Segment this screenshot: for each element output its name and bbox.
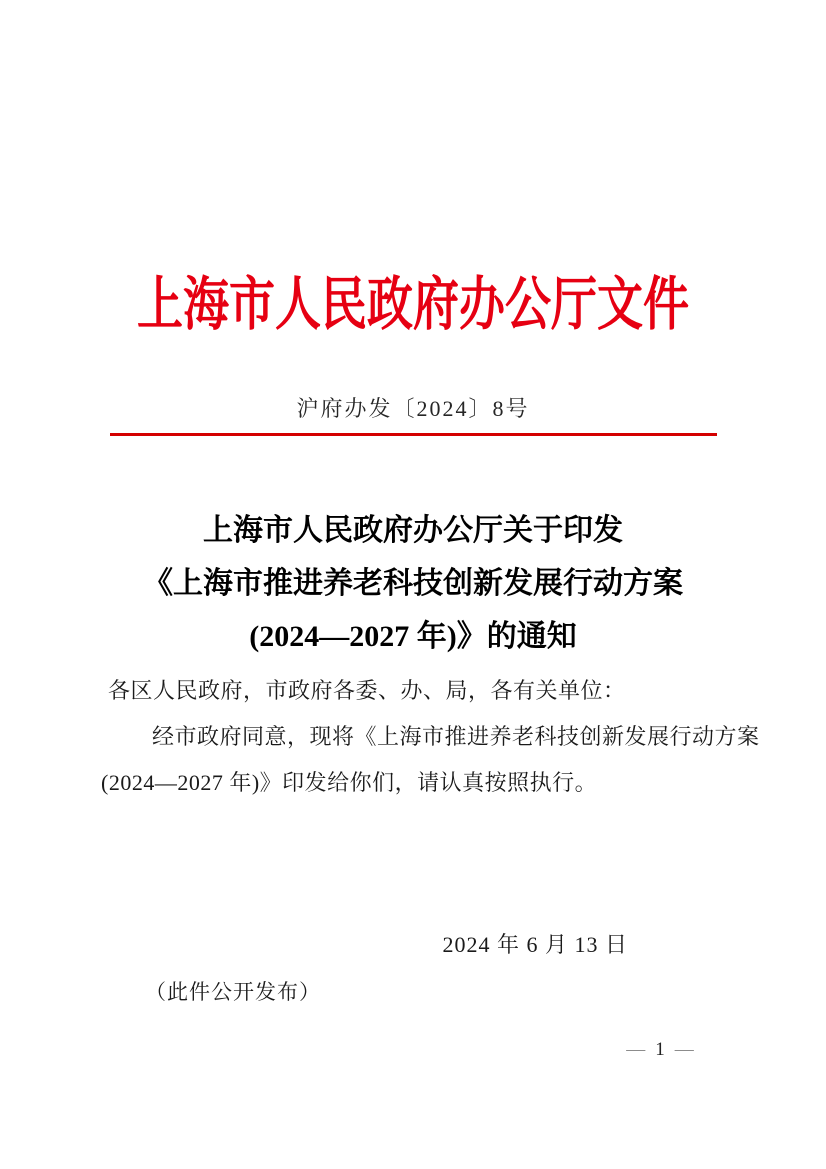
subject-title-line-3: (2024—2027 年)》的通知: [249, 620, 577, 653]
page-number-value: 1: [655, 1039, 665, 1060]
document-reference-number: 沪府办发〔2024〕8号: [296, 396, 530, 421]
issue-date: 2024 年 6 月 13 日: [442, 932, 628, 957]
body-paragraph-line-2: (2024—2027 年)》印发给你们，请认真按照执行。: [101, 770, 598, 795]
body-paragraph-line-1: 经市政府同意，现将《上海市推进养老科技创新发展行动方案: [152, 724, 760, 749]
letterhead-title: 上海市人民政府办公厅文件: [137, 272, 689, 337]
subject-title-line-1: 上海市人民政府办公厅关于印发: [203, 514, 623, 547]
subject-title: [0, 504, 826, 663]
red-divider-line: [110, 433, 717, 436]
salutation-line: 各区人民政府，市政府各委、办、局，各有关单位：: [108, 678, 626, 703]
subject-title-line-2: 《上海市推进养老科技创新发展行动方案: [143, 567, 683, 600]
page-number: [560, 1038, 760, 1062]
page-number-dash-right: —: [674, 1039, 694, 1060]
public-release-note: （此件公开发布）: [145, 980, 321, 1004]
page-number-dash-left: —: [626, 1039, 646, 1060]
